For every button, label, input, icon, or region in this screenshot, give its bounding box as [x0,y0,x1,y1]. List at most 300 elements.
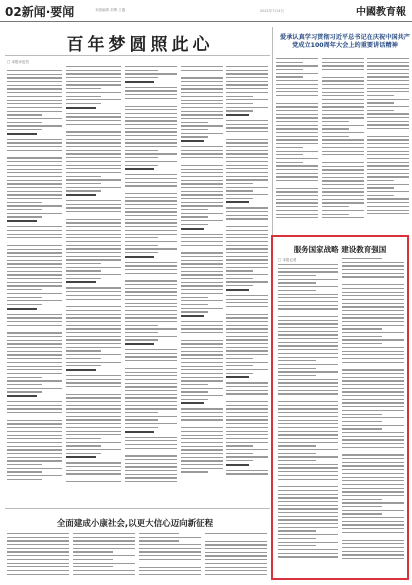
text-line [66,419,121,420]
text-line [125,204,177,205]
text-line [226,215,268,216]
text-line [226,274,268,275]
text-line [125,174,177,175]
text-line [7,92,62,93]
text-line [7,125,62,126]
text-line [125,165,158,166]
text-line [125,314,177,315]
text-line [181,332,223,333]
text-line [66,263,101,264]
text-line [367,147,409,148]
text-line [342,288,404,289]
text-line [7,172,62,173]
text-line [181,468,223,469]
text-line [73,555,135,556]
text-line [226,423,268,424]
text-line [181,136,208,137]
text-line [322,188,364,189]
text-line [367,176,409,177]
text-line [278,431,338,432]
text-line [7,289,42,290]
text-line [7,146,62,147]
text-line [205,544,267,545]
text-line [278,523,338,524]
text-line [66,66,121,67]
text-line [322,206,349,207]
text-line [342,554,404,555]
text-line [66,317,121,318]
text-line [73,574,135,575]
text-line [181,438,223,439]
text-line [226,332,268,333]
text-line [276,128,318,129]
text-line [125,325,158,326]
text-line [125,273,177,274]
text-line [181,263,223,264]
text-line [7,70,62,71]
text-line [226,211,268,212]
text-line [7,187,62,188]
text-line [276,158,318,159]
text-line [66,274,121,275]
text-line [125,215,177,216]
text-line [125,416,177,417]
text-line [66,139,121,140]
page-section-label: 02新闻·要闻 [5,5,75,19]
text-line [276,199,318,200]
text-line [181,354,223,355]
text-line [181,373,223,374]
text-line [276,80,318,81]
text-line [226,187,268,188]
text-line [367,206,409,207]
text-line [342,303,404,304]
text-line [125,295,177,296]
text-line [367,58,409,59]
text-line [125,339,158,340]
text-line [7,449,62,450]
text-line [7,362,62,363]
text-line [7,118,62,119]
text-line [181,362,223,363]
text-line [181,88,223,89]
text-line [226,317,268,318]
text-line [322,154,364,155]
text-line [226,401,268,402]
text-line [125,343,154,345]
text-line [139,559,201,560]
text-line [125,328,177,329]
text-line [181,100,223,101]
text-line [278,357,338,358]
text-line [278,393,338,394]
text-line [181,209,208,210]
text-line [125,303,177,304]
text-line [66,194,96,196]
text-line [73,540,135,541]
text-line [7,548,69,549]
text-line [181,285,223,286]
text-line [342,384,404,385]
text-line [125,234,177,235]
text-line [322,184,364,185]
text-line [367,154,409,155]
text-line [181,427,223,428]
text-line [181,70,223,71]
text-line [322,88,364,89]
text-line [181,187,223,188]
text-line [322,151,364,152]
text-line [7,420,62,421]
text-line [226,453,253,454]
text-line [226,81,268,82]
text-line [342,502,404,503]
text-line [181,66,223,67]
text-line [125,419,158,420]
text-line [342,465,404,466]
text-line [322,62,364,63]
text-line [278,275,316,276]
text-line [278,464,338,465]
text-line [7,81,62,82]
text-line [66,146,121,147]
text-line [278,438,338,439]
text-line [181,369,223,370]
text-line [278,282,316,283]
text-line [342,317,404,318]
text-line [226,107,268,108]
text-line [181,224,208,225]
text-line [342,306,404,307]
text-line [322,128,349,129]
text-line [322,110,364,111]
text-line [278,556,338,557]
main-headline: 百年梦圆照此心 [66,35,214,55]
text-line [367,151,409,152]
text-line [7,205,62,206]
text-line [278,286,338,287]
text-line [367,124,409,125]
text-line [342,395,404,396]
text-line [278,342,338,343]
text-line [125,208,177,209]
text-line [181,297,208,298]
text-line [125,197,177,198]
text-line [66,339,121,340]
text-line [66,470,121,471]
text-line [125,375,177,376]
text-line [7,537,69,538]
text-line [278,305,338,306]
text-line [342,373,404,374]
text-line [226,146,268,147]
text-line [181,77,223,78]
text-line [342,292,404,293]
text-line [66,179,121,180]
text-line [66,168,121,169]
text-line [7,274,62,275]
text-line [226,285,253,286]
text-line [226,438,268,439]
text-line [226,84,268,85]
text-line [278,471,338,472]
text-line [342,362,404,363]
text-line [181,169,223,170]
text-line [278,353,338,354]
text-line [367,62,409,63]
text-line [367,84,409,85]
text-line [7,293,62,294]
text-line [226,66,268,67]
text-line [226,419,268,420]
text-line [226,263,268,264]
text-line [226,92,268,93]
text-line [7,369,62,370]
text-line [322,177,364,178]
text-line [125,408,177,409]
text-line [66,142,121,143]
text-line [125,219,177,220]
text-line [276,214,318,215]
text-line [226,179,268,180]
text-line [226,393,268,394]
text-line [226,405,268,406]
text-line [226,390,268,391]
text-line [226,198,253,199]
text-line [7,226,62,227]
text-line [367,213,409,214]
text-line [181,180,223,181]
text-line [66,397,121,398]
text-line [125,317,177,318]
text-line [66,219,121,220]
text-line [125,87,177,88]
text-line [278,423,338,424]
text-line [7,308,37,310]
text-line [367,113,409,114]
text-line [66,187,121,188]
text-line [125,124,177,125]
text-line [367,121,409,122]
text-line [66,207,121,208]
text-line [7,563,69,564]
text-line [342,477,404,478]
text-line [226,183,253,184]
text-line [7,405,62,406]
text-line [66,222,121,223]
text-line [66,336,121,337]
text-line [276,114,318,115]
text-line [342,528,404,529]
text-line [66,234,121,235]
text-line [367,76,409,77]
text-line [139,567,201,568]
text-line [125,66,177,67]
text-line [226,328,268,329]
text-line [342,524,404,525]
text-line [181,267,223,268]
text-line [7,412,62,413]
text-line [181,347,223,348]
text-line [226,456,268,457]
text-line [7,460,62,461]
text-line [181,122,208,123]
text-line [181,343,223,344]
text-line [226,168,268,169]
text-line [276,117,318,118]
text-line [7,559,69,560]
text-line [181,402,204,404]
text-line [367,73,409,74]
text-line [7,464,42,465]
text-line [125,405,177,406]
text-line [66,431,121,432]
text-line [276,65,318,66]
text-line [125,120,177,121]
text-line [342,358,404,359]
text-line [181,340,223,341]
text-line [125,146,177,147]
text-line [226,412,268,413]
text-line [181,146,223,147]
text-line [226,336,268,337]
text-line [367,88,409,89]
text-line [276,176,318,177]
text-line [181,388,223,389]
text-line [367,136,409,137]
text-column [278,264,338,574]
text-line [7,220,37,222]
text-line [342,510,404,511]
text-line [66,295,121,296]
text-line [367,184,409,185]
text-line [7,347,62,348]
text-line [226,321,268,322]
text-column [66,66,121,506]
text-line [181,289,223,290]
text-line [342,273,404,274]
text-line [66,267,121,268]
text-line [7,317,62,318]
text-line [7,271,62,272]
text-line [7,468,62,469]
text-line [278,519,338,520]
text-line [226,131,268,132]
text-line [342,265,404,266]
text-line [181,416,223,417]
text-line [367,106,409,107]
text-line [7,453,62,454]
text-line [278,301,338,302]
text-line [125,109,177,110]
text-line [322,106,364,107]
text-line [7,230,62,231]
text-line [125,372,177,373]
text-line [125,353,177,354]
text-line [276,143,318,144]
text-line [226,295,268,296]
text-line [7,332,62,333]
text-line [66,84,121,85]
text-line [278,382,338,383]
text-line [66,350,101,351]
text-line [73,533,135,534]
text-line [7,325,62,326]
text-column [205,533,267,581]
text-line [181,140,204,142]
text-line [125,211,177,212]
text-line [278,316,338,317]
text-line [342,388,404,389]
text-line [7,388,62,389]
text-line [181,96,223,97]
text-line [7,198,62,199]
text-line [226,256,268,257]
text-line [226,289,249,291]
text-line [276,173,318,174]
text-line [342,439,404,440]
text-line [342,262,404,263]
text-line [7,438,62,439]
text-line [7,446,62,447]
text-line [276,162,303,163]
text-line [181,172,223,173]
text-line [181,237,223,238]
text-line [276,191,318,192]
text-line [181,256,223,257]
text-line [181,442,223,443]
text-line [125,383,177,384]
text-line [342,499,382,500]
text-line [367,102,394,103]
text-line [342,410,404,411]
text-line [367,180,394,181]
text-line [342,558,404,559]
text-line [276,206,318,207]
text-line [7,377,42,378]
text-line [276,62,303,63]
text-line [342,517,404,518]
text-line [66,481,121,482]
text-line [181,293,223,294]
text-line [278,512,338,513]
text-line [7,544,69,545]
text-line [139,548,201,549]
text-line [181,129,208,130]
text-line [226,127,268,128]
text-line [181,165,223,166]
text-line [278,445,316,446]
text-line [342,343,382,344]
text-line [125,284,177,285]
text-line [322,173,364,174]
text-line [7,336,62,337]
text-line [66,237,121,238]
text-line [226,464,249,466]
text-line [342,314,404,315]
text-line [66,449,121,450]
text-line [181,234,223,235]
text-line [322,95,364,96]
text-line [125,241,177,242]
text-line [125,230,177,231]
text-line [73,548,135,549]
text-line [205,570,267,571]
text-line [342,377,404,378]
text-line [125,265,177,266]
text-line [276,88,318,89]
text-line [7,366,62,367]
